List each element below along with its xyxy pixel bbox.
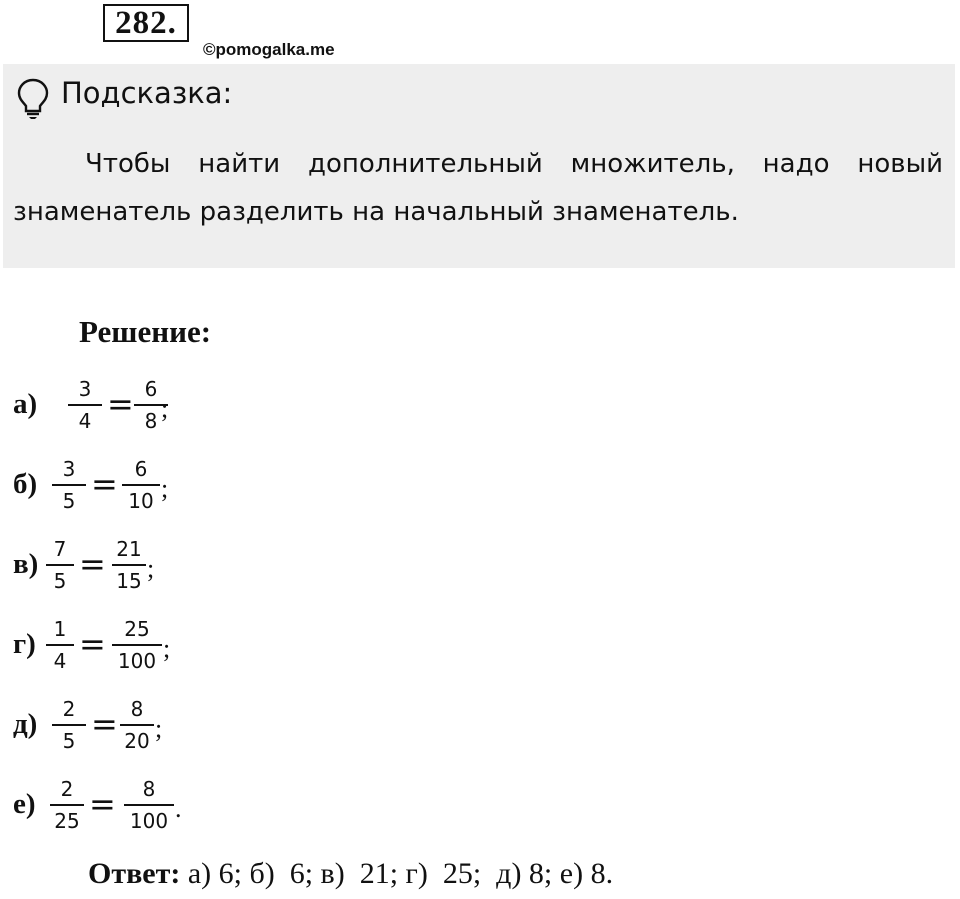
equals-sign: = bbox=[107, 385, 134, 423]
denominator: 20 bbox=[124, 729, 150, 753]
task-number: 282. bbox=[103, 4, 189, 42]
denominator: 4 bbox=[78, 409, 92, 433]
fraction-left bbox=[49, 456, 89, 514]
fraction-bar bbox=[124, 804, 174, 806]
equals-sign: = bbox=[89, 785, 116, 823]
hint-box bbox=[3, 64, 955, 268]
numerator: 2 bbox=[62, 697, 76, 721]
fraction-bar bbox=[52, 724, 86, 726]
numerator: 2 bbox=[60, 777, 74, 801]
equals-sign: = bbox=[79, 625, 106, 663]
watermark: ©pomogalka.me bbox=[203, 40, 335, 59]
punctuation: ; bbox=[155, 714, 163, 743]
denominator: 8 bbox=[144, 409, 158, 433]
fraction-bar bbox=[46, 564, 74, 566]
fraction-left bbox=[47, 776, 87, 834]
punctuation: ; bbox=[161, 394, 169, 423]
lightbulb-icon bbox=[17, 78, 49, 120]
fraction-left bbox=[65, 376, 105, 434]
item-label: е) bbox=[13, 788, 36, 820]
hint-text: Чтобы найти дополнительный множитель, надо новый знаменатель разделить на начальный знаменатель. bbox=[13, 149, 943, 227]
denominator: 15 bbox=[116, 569, 142, 593]
answer-text: а) 6; б) 6; в) 21; г) 25; д) 8; е) 8. bbox=[180, 857, 614, 890]
fraction-right bbox=[121, 776, 177, 834]
fraction-right bbox=[119, 456, 163, 514]
denominator: 100 bbox=[129, 809, 169, 833]
fraction-bar bbox=[122, 484, 160, 486]
equals-sign: = bbox=[91, 705, 118, 743]
numerator: 8 bbox=[130, 697, 144, 721]
numerator: 8 bbox=[142, 777, 156, 801]
item-label: б) bbox=[13, 468, 38, 500]
numerator: 3 bbox=[62, 457, 76, 481]
denominator: 10 bbox=[128, 489, 154, 513]
numerator: 3 bbox=[78, 377, 92, 401]
fraction-right bbox=[109, 616, 165, 674]
numerator: 6 bbox=[134, 457, 148, 481]
punctuation: ; bbox=[163, 634, 171, 663]
hint-title: Подсказка: bbox=[61, 76, 233, 110]
fraction-bar bbox=[46, 644, 74, 646]
punctuation: ; bbox=[147, 554, 155, 583]
denominator: 5 bbox=[53, 569, 67, 593]
fraction-bar bbox=[52, 484, 86, 486]
equals-sign: = bbox=[91, 465, 118, 503]
answer-line bbox=[88, 857, 613, 891]
numerator: 25 bbox=[124, 617, 150, 641]
equals-sign: = bbox=[79, 545, 106, 583]
item-label: г) bbox=[13, 628, 36, 660]
numerator: 6 bbox=[144, 377, 158, 401]
fraction-bar bbox=[112, 644, 162, 646]
denominator: 5 bbox=[62, 729, 76, 753]
fraction-right bbox=[117, 696, 157, 754]
numerator: 7 bbox=[53, 537, 67, 561]
fraction-bar bbox=[50, 804, 84, 806]
fraction-left bbox=[43, 536, 77, 594]
fraction-left bbox=[49, 696, 89, 754]
punctuation: ; bbox=[161, 474, 169, 503]
fraction-bar bbox=[120, 724, 154, 726]
denominator: 5 bbox=[62, 489, 76, 513]
answer-label: Ответ: bbox=[88, 857, 181, 890]
numerator: 1 bbox=[53, 617, 67, 641]
fraction-right bbox=[109, 536, 149, 594]
fraction-bar bbox=[68, 404, 102, 406]
punctuation: . bbox=[175, 794, 182, 823]
item-label: д) bbox=[13, 708, 38, 740]
item-label: в) bbox=[13, 548, 39, 580]
numerator: 21 bbox=[116, 537, 142, 561]
item-label: а) bbox=[13, 388, 38, 420]
denominator: 4 bbox=[53, 649, 67, 673]
denominator: 100 bbox=[117, 649, 157, 673]
fraction-bar bbox=[112, 564, 146, 566]
denominator: 25 bbox=[54, 809, 80, 833]
solution-title: Решение: bbox=[79, 314, 212, 349]
fraction-left bbox=[43, 616, 77, 674]
